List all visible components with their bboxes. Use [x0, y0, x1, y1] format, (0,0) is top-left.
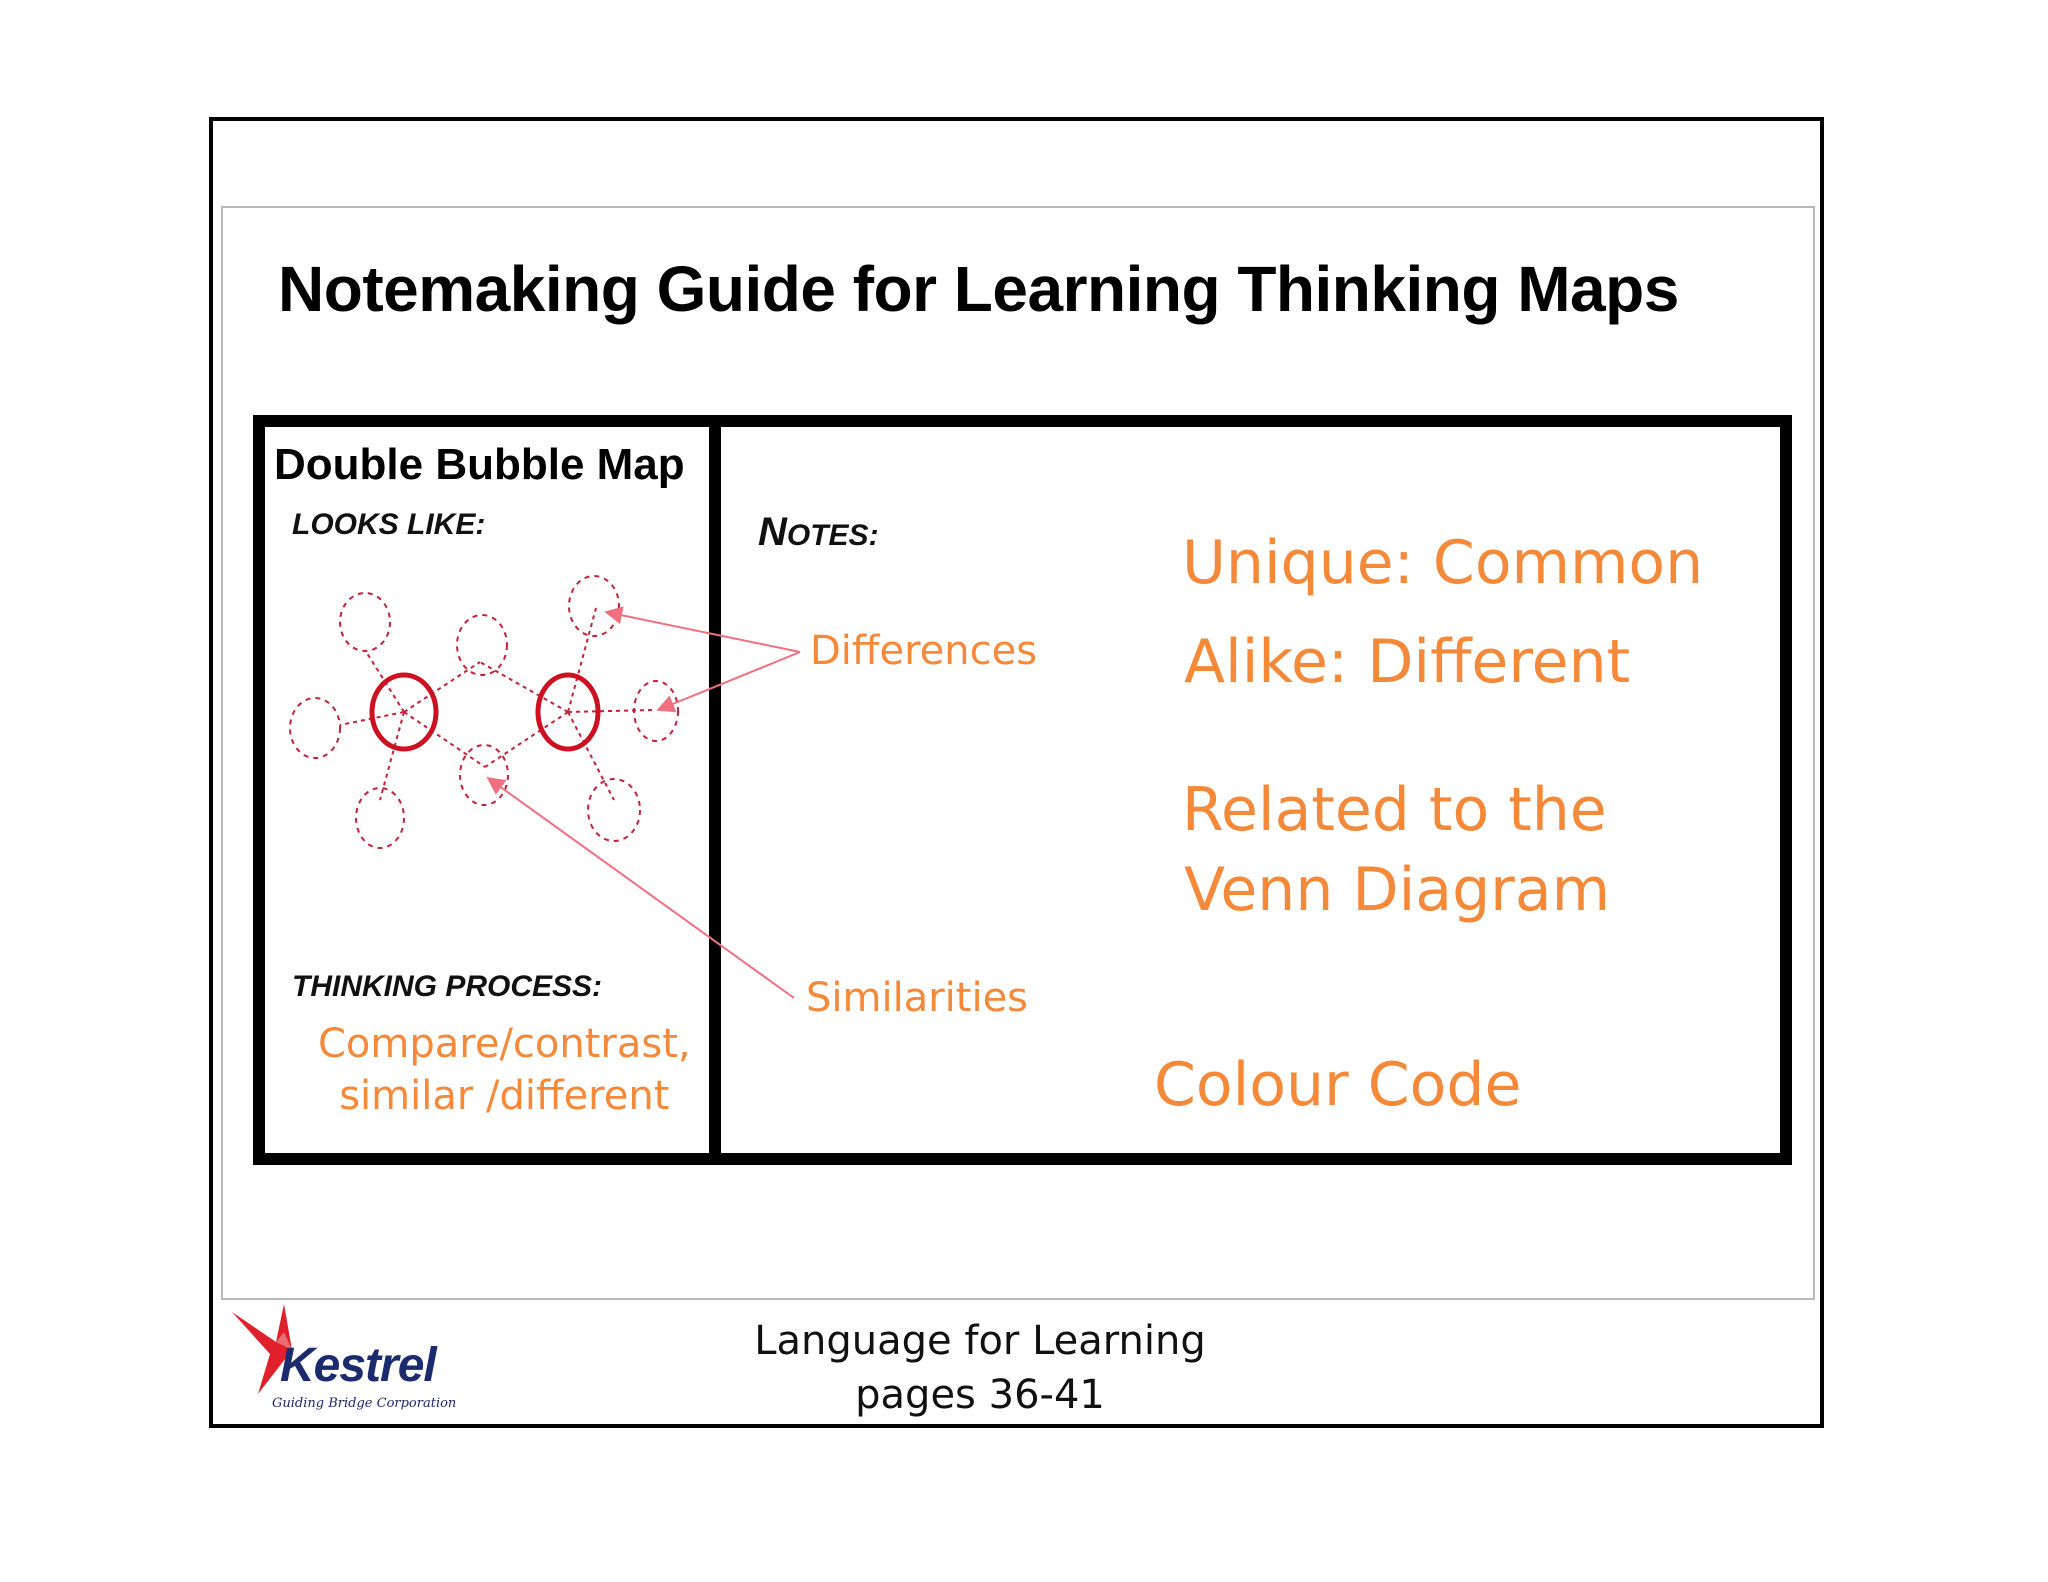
satellite-bubble [588, 779, 640, 841]
satellite-bubble [457, 615, 507, 675]
logo-wordmark: Kestrel [280, 1339, 436, 1392]
note-line: Alike: Different [1184, 627, 1631, 697]
notes-label [758, 510, 879, 555]
satellite-bubble [340, 593, 390, 651]
note-line: Colour Code [1154, 1050, 1522, 1120]
page-title: Notemaking Guide for Learning Thinking Maps [278, 253, 1679, 325]
kestrel-logo [222, 1302, 472, 1426]
differences-label: Differences [810, 628, 1038, 674]
footer-reference [680, 1314, 1280, 1422]
thinking-process-label: THINKING PROCESS: [292, 970, 603, 1003]
differences-arrow-upper [606, 612, 800, 652]
map-name: Double Bubble Map [274, 440, 685, 489]
bubble-connectors [340, 608, 653, 800]
logo-tagline: Guiding Bridge Corporation [272, 1396, 457, 1411]
satellite-bubble [569, 576, 619, 636]
note-line: Related to the [1182, 775, 1607, 845]
note-line: Venn Diagram [1184, 855, 1611, 925]
looks-like-label: LOOKS LIKE: [292, 508, 486, 541]
similarities-label: Similarities [806, 975, 1029, 1021]
notes-label-rest: OTES: [786, 519, 879, 552]
notes-label-initial: N [758, 510, 787, 554]
footer-line: Language for Learning [754, 1318, 1206, 1364]
thinking-process-line: similar /different [339, 1073, 670, 1119]
thinking-process-line: Compare/contrast, [318, 1021, 691, 1067]
differences-arrow-lower [658, 652, 800, 710]
footer-line: pages 36-41 [855, 1372, 1105, 1418]
note-line: Unique: Common [1182, 528, 1704, 598]
similarities-arrow [488, 778, 794, 998]
thinking-process-text [318, 1018, 691, 1122]
satellite-bubble [290, 698, 340, 758]
